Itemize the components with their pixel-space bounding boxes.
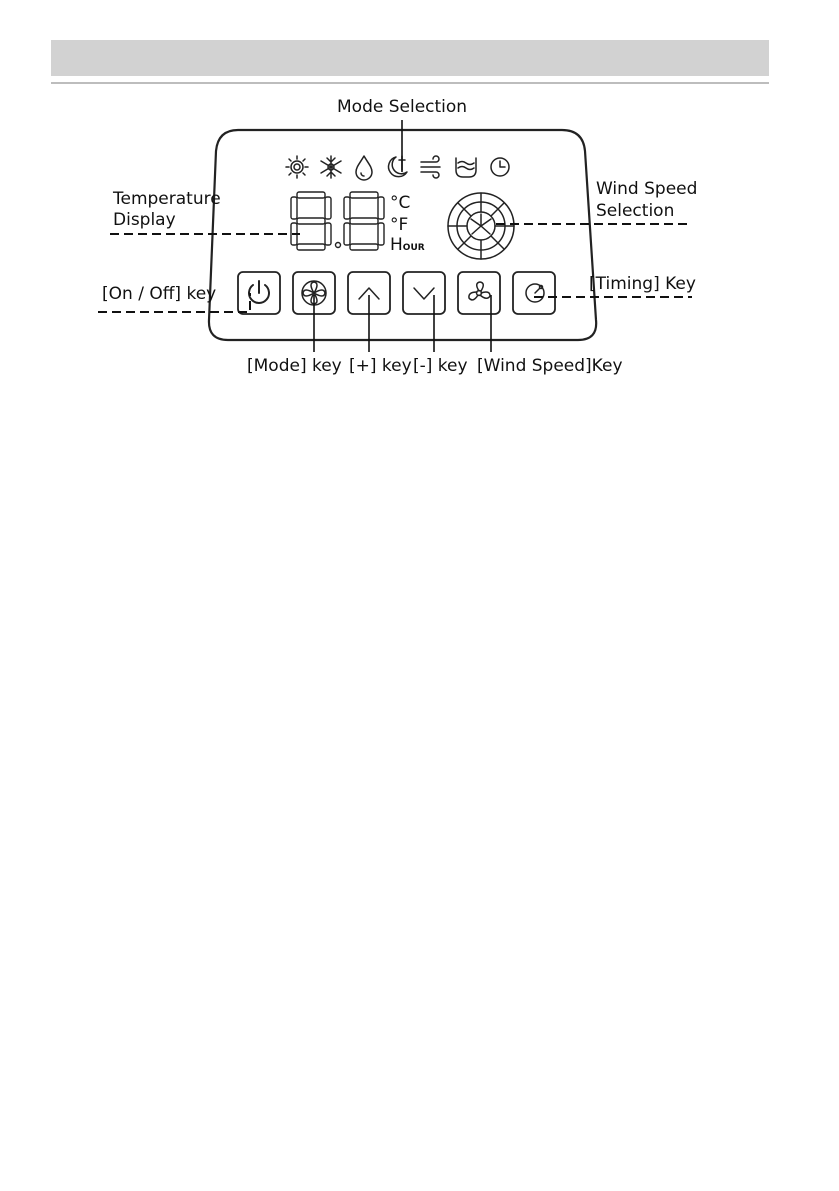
timing-key[interactable] — [513, 272, 555, 314]
label-plus-key: [+] key — [349, 356, 412, 376]
label-selection: Selection — [596, 201, 675, 221]
power-key[interactable] — [238, 272, 280, 314]
unit-fahrenheit: °F — [390, 215, 409, 235]
label-minus-key: [-] key — [413, 356, 468, 376]
wind-speed-key[interactable] — [458, 272, 500, 314]
unit-celsius: °C — [390, 193, 411, 213]
label-display: Display — [113, 210, 176, 230]
label-wind-speed: Wind Speed — [596, 179, 698, 199]
label-mode-selection: Mode Selection — [337, 97, 468, 117]
label-on-off-key: [On / Off] key — [102, 284, 217, 304]
label-temperature: Temperature — [113, 189, 221, 209]
label-mode-key: [Mode] key — [247, 356, 342, 376]
wind-speed-indicator — [448, 193, 514, 259]
label-wind-speed-key: [Wind Speed]Key — [477, 356, 623, 376]
unit-hour: HOUR — [390, 235, 425, 255]
minus-key[interactable] — [403, 272, 445, 314]
label-timing-key: [Timing] Key — [589, 274, 696, 294]
